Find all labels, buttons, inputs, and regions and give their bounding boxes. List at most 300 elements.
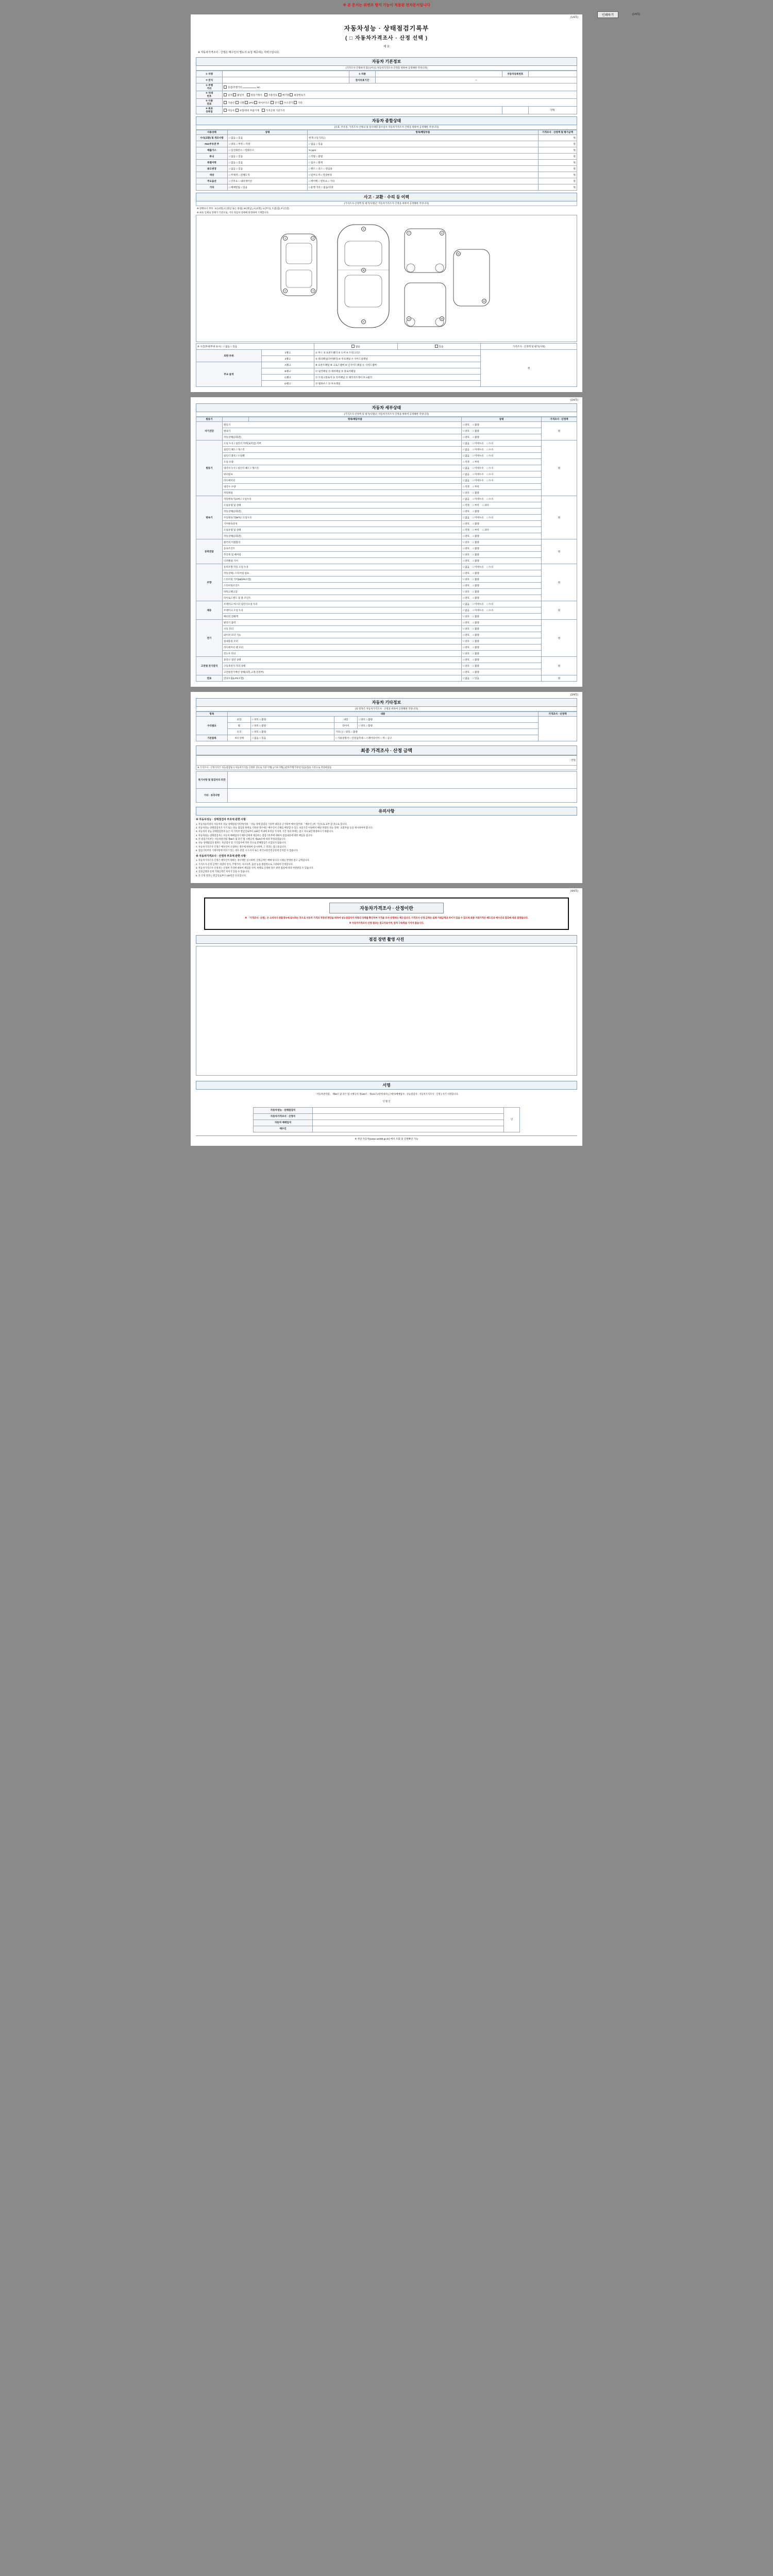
notice-section-2-title: ※ 자동차가격조사 · 산정자 부호에 관한 사항 [196, 854, 246, 858]
item-label: 와이퍼 모터 기능 [223, 632, 462, 638]
table-row [196, 595, 577, 601]
detail-cell[interactable]: % ppm [308, 147, 539, 154]
item-label: 변속기 [223, 428, 462, 434]
table-row [196, 558, 577, 564]
amount-cell[interactable]: 원 [539, 184, 577, 191]
notice-title: 유의사항 [196, 807, 577, 816]
signer-value[interactable] [313, 1120, 504, 1126]
rank-parts[interactable]: ① 후드 ② 프론트팬더 ③ 도어 ④ 트렁크리드 [314, 350, 480, 356]
col-head: 항목/해당부품 [308, 130, 539, 135]
item-label: 외장 [228, 717, 251, 723]
item-label: 동력조향 작동 오일 누유 [223, 564, 462, 570]
total-state-table [196, 130, 577, 191]
cell-value[interactable]: 일치 불일치 원동기형식 사용연료 배기량 최장변속기 [223, 91, 577, 99]
item-label: 발전기 출력 [223, 620, 462, 626]
stamp-box[interactable]: 인 [504, 1107, 520, 1132]
remarks-table [196, 771, 577, 803]
state-cell[interactable]: □ 없음 □ 있음 [228, 135, 308, 141]
amount-cell[interactable]: 원 [539, 178, 577, 184]
amount-cell[interactable]: 원 [542, 601, 577, 620]
state-cell[interactable]: □ 양호 □ 불량 [462, 669, 542, 675]
group-label: 조향 [196, 564, 223, 601]
table-row [196, 447, 577, 453]
item-label: 휠 [228, 723, 251, 729]
price-explain-text-2: ※ 자동차가격조사·산정 결과는 참고자료이며, 법적 구속력을 가지지 않습니다. [349, 921, 424, 924]
item-label: 보유상태 [228, 735, 251, 741]
photo-area[interactable] [196, 946, 577, 1076]
group-label: 자기진단 [196, 422, 223, 440]
state-cell[interactable]: □ 없음 □ 미세누유 □ 누유 [462, 515, 542, 521]
state-cell[interactable]: □ 양호 □ 불량 [462, 651, 542, 657]
page-1-label: (1/4쪽) [570, 16, 578, 19]
signer-label: 매수인 [254, 1126, 313, 1132]
detail-rows [196, 422, 577, 682]
sheet-page-4 [191, 888, 582, 1146]
table-row [196, 657, 577, 663]
state-cell[interactable]: □ 양호 □ 불량 [462, 509, 542, 515]
col-head: 가격조사 · 산정액 [539, 712, 577, 717]
state-cell[interactable]: □ 선루프 □ 내비게이션 [228, 178, 308, 184]
sheet-page-1 [191, 14, 582, 392]
diagram-marker[interactable]: 9 [407, 316, 411, 321]
state-cell[interactable]: □ 양호 □ 불량 [462, 546, 542, 552]
cell-value[interactable]: 증감/주행거리 km [223, 83, 577, 91]
state-cell[interactable]: □ 양호 □ 불량 [462, 570, 542, 577]
state-cell[interactable]: □ 무채색 □ 전체도색 [228, 172, 308, 178]
group-label: 기본품목 [196, 735, 228, 741]
unit-label: 만원 [528, 107, 577, 114]
doc-number: 제 호 [383, 45, 390, 48]
item-label: 연료누출(LPG포함) [223, 675, 462, 682]
item-label: 윈도우 모터 [223, 651, 462, 657]
state-cell[interactable]: □ 양호 □ 불량 [462, 638, 542, 645]
doc-lead: ※ 자동차가격조사 · 산정은 매수인의 별도의 요청 계공에는 서비스입니다. [198, 51, 280, 54]
other-info-table [196, 711, 577, 741]
item-label: 오일유량 및 상태 [223, 502, 462, 509]
col-head: 상태 [462, 417, 542, 422]
item-label: 작동상태(공회전) [223, 434, 462, 440]
table-row [196, 669, 577, 675]
state-cell[interactable]: □ 양호 □ 불량 [462, 626, 542, 632]
table-row [196, 490, 577, 496]
table-row [196, 638, 577, 645]
state-cell[interactable]: □ 양호 □ 불량 [462, 589, 542, 595]
row-label: 특기사항 및 점검자의 의견 [196, 772, 228, 789]
state-cell[interactable]: □ 양호 □ 불량 [357, 717, 538, 723]
row-label: ① 차명 [196, 71, 223, 77]
other-amount[interactable] [539, 717, 577, 741]
amount-cell[interactable]: 원 [542, 440, 577, 496]
table-row [196, 440, 577, 447]
item-label: 기어변속장치 [223, 521, 462, 527]
state-cell[interactable]: □ 없음 □ 미세누수 □ 누수 [462, 478, 542, 484]
diagram-marker[interactable]: 12 [482, 300, 485, 302]
table-row [196, 428, 577, 434]
table-row [196, 607, 577, 614]
state-cell[interactable]: □ 없음 □ 미세누유 □ 누유 [462, 447, 542, 453]
notice-line: 1. 자동차등록증의 자동차의 성능·상태점검기록부(이하 「성능·상태 점검을 기록한 내용을 근거하여 매수인(이하 「매수인」)이 기인으로 교부 할 것으로 합니다. [196, 822, 347, 825]
detail-cell[interactable]: □ 없음 □ 있음 [308, 141, 539, 147]
amount-cell[interactable]: 원 [539, 141, 577, 147]
section-accident-title: 사고 · 교환 · 수리 등 이력 [196, 193, 577, 201]
notice-body [196, 818, 577, 877]
diagram-marker[interactable]: 6 [361, 319, 366, 324]
state-cell[interactable]: □ 양호 □ 불량 [251, 723, 334, 729]
state-cell[interactable]: □ 없음 □ 있음 [251, 735, 334, 741]
diagram-marker[interactable]: 8 [440, 231, 444, 235]
amount-cell[interactable]: 원 [542, 564, 577, 601]
group-label: 동력전달 [196, 539, 223, 564]
price-explain-box [204, 897, 569, 930]
col-head: 내용 [228, 712, 539, 717]
sheet-page-3 [191, 692, 582, 883]
state-cell[interactable]: □ 없음 □ 미세누유 □ 누유 [462, 607, 542, 614]
notice-section-1-title: ※ 자동차성능 · 상태점검자 부호에 관한 사항 [196, 818, 246, 821]
state-cell[interactable]: □ 양호 □ 불량 [462, 632, 542, 638]
state-cell[interactable]: □ 양호 □ 불량 [462, 620, 542, 626]
state-cell[interactable]: □ 양호 □ 불량 [462, 422, 542, 428]
section-detail-note: (가격조사·산정액 및 평가(사양)은 자동차가격조사·산정을 위하여 공정해한 작성니다) [196, 412, 577, 417]
state-cell[interactable]: □ 양호 □ 불량 [462, 663, 542, 669]
notice-section-2-list [196, 859, 577, 877]
state-cell[interactable]: □ 양호 □ 불량 [462, 490, 542, 496]
col-head: 항목 [196, 712, 228, 717]
section-basic-title: 자동차 기본정보 [196, 57, 577, 66]
item-label: 냉각수 수량 [223, 484, 462, 490]
state-cell[interactable]: □ 없음 □ 미세누유 □ 누유 [462, 453, 542, 459]
state-cell[interactable]: □ 양호 □ 불량 [462, 552, 542, 558]
page-subtitle: ( □ 자동차가격조사 · 산정 선택 ) [345, 36, 428, 41]
table-row [196, 521, 577, 527]
diagram-marker[interactable]: 10 [440, 317, 443, 320]
state-cell[interactable]: □ 양호 □ 불량 [251, 729, 334, 735]
state-cell[interactable]: □ 양호 □ 불량 [251, 717, 334, 723]
amount-cell[interactable]: 원 [542, 496, 577, 539]
diagram-marker[interactable]: 2 [283, 289, 288, 293]
state-cell[interactable]: □ 없음 □ 미세누유 □ 누유 [462, 601, 542, 607]
table-row [196, 632, 577, 638]
group-label: 연료 [196, 675, 223, 682]
state-cell[interactable]: □ 양호 □ 불량 [462, 614, 542, 620]
table-row [196, 620, 577, 626]
rank-label: B랭크 [261, 368, 314, 375]
final-price-title: 최종 가격조사 · 산정 금액 [196, 745, 577, 755]
state-cell[interactable]: □ 양호 □ 불량 [357, 723, 538, 729]
state-cell[interactable]: □ 적정 □ 부족 □ 과다 [462, 527, 542, 533]
table-row [196, 546, 577, 552]
signature-table [253, 1107, 520, 1132]
page-4-label: (4/4쪽) [570, 889, 578, 893]
cell-value[interactable]: ~ [375, 77, 577, 83]
diagram-marker[interactable]: 11 [456, 251, 461, 256]
table-row [196, 502, 577, 509]
state-cell[interactable]: □ 양호 □ 불량 [462, 533, 542, 539]
rank-parts[interactable]: ⑮ 트렁크플로어 ⑯ 리어패널 ⑰ 패키지트레이 ⑱ A필러 [314, 375, 480, 381]
section-total-note: (유효, 주유중, 가격조사·산정의 및 점사대장 품수검사 자동차가격조사·산정을 위하여 공정해한 작성니다) [196, 125, 577, 130]
notice-line: 5. 본 산정 결과는 발급일로부터 120일간 유효합니다. [196, 874, 246, 877]
state-cell[interactable]: □ 없음 □ 있음 [228, 154, 308, 160]
detail-cell[interactable]: 현재 구동기호( ) [308, 135, 539, 141]
table-row [196, 626, 577, 632]
row-label: ④ 차대 번호 [196, 91, 223, 99]
item-label: 유리 [228, 729, 251, 735]
cell-value[interactable] [223, 77, 349, 83]
item-label: 타이로드엔드 및 볼 조인트 [223, 595, 462, 601]
rank-label: D랭크 [261, 381, 314, 387]
page-2-label: (2/4쪽) [570, 399, 578, 402]
item-label: 클러치 어셈블리 [223, 539, 462, 546]
notice-line: 7. 자동차가격조사·산정은 매수인이 요청하는 경우에 한하여 실시하며, 그 결과는 참고용입니다. [196, 845, 287, 848]
cell-value[interactable]: 미등록 보험/정비 부품기재 가격산정 기준가격 [223, 107, 502, 114]
table-row [196, 570, 577, 577]
group-label: 용도변경 [196, 166, 228, 172]
notice-line: 4. 자동차성능·상태점검자는 자동차 매매업자가 매수인에게 제공하는 점검기록부에 대하여 점검내용에 대한 책임을 집니다. [196, 834, 313, 837]
row-label: 자동차등록번호 [502, 71, 528, 77]
item-label: 실린더 블록 / 오일팬 [223, 453, 462, 459]
item-label: 시동 모터 [223, 626, 462, 632]
table-row [196, 601, 577, 607]
state-cell[interactable]: □ 없음 □ 있음 [462, 675, 542, 682]
group-label: 튜닝 [196, 154, 228, 160]
state-cell[interactable]: □ 양호 □ 불량 [462, 521, 542, 527]
group-label: 전기 [196, 620, 223, 657]
legend-amount-head: 가격조사 · 산정액 및 평가(사양) [481, 344, 577, 350]
state-cell[interactable]: □ 없음 □ 미세누유 □ 누유 [462, 440, 542, 447]
table-row [196, 434, 577, 440]
photo-section-title: 점검 장면 촬영 사진 [196, 935, 577, 944]
row-label: 검사유효기간 [349, 77, 375, 83]
car-diagram[interactable] [196, 215, 577, 342]
accident-amount[interactable]: 원 [481, 350, 577, 387]
page-title: 자동차성능 · 상태점검기록부 [344, 25, 429, 32]
item-label: 스티어링조인트 [223, 583, 462, 589]
section-accident-note: (가격조사·산정액 및 평가(사양)은 자동차가격조사·산정을 위하여 공정해한 작성니다) [196, 201, 577, 206]
page-indicator: (1/4쪽) [632, 13, 640, 16]
group-label: 색상 [196, 172, 228, 178]
amount-cell[interactable]: 원 [542, 620, 577, 657]
row-label: ⑥ 최초 등록일 [196, 107, 223, 114]
car-outline-svg [276, 218, 497, 337]
signer-value[interactable] [313, 1107, 504, 1113]
state-cell[interactable]: □ 양호 □ 불량 [462, 539, 542, 546]
rank-parts[interactable]: ⑤ 쿼터패널(리어팬더) ⑥ 루프패널 ⑦ 사이드실패널 [314, 356, 480, 362]
row-label: ③ 주행 거리 [196, 83, 223, 91]
state-cell[interactable]: □ 양호 □ 부족 □ 적정 [228, 141, 308, 147]
item-label: 고전원전기배선 상태(피복,고정,연결부) [223, 669, 462, 675]
accident-legend-table [196, 343, 577, 387]
table-row [196, 663, 577, 669]
table-row [196, 533, 577, 539]
amount-cell[interactable]: 원 [539, 154, 577, 160]
col-head: 항목/해당부품 [249, 417, 462, 422]
table-row [196, 453, 577, 459]
price-explain-text: ※ 「가격조사 · 산정」은 소비자가 원할경우에 실시하는 것으로 자동차 가격의 적정성 판단을 위하여 성능점검자가 차량의 상태를 확인하여 가격을 조사·산정하는 제도입니다. 가격조사·산정 금액은 실제 거래금액과 차이가 있을 수 있으며 최종 거래가격은 매도인과 매수인의 합의에 따라 결정됩니다. [245, 916, 528, 919]
diagram-marker[interactable]: M [361, 268, 366, 273]
detail-cell[interactable]: □ 에어백 □ 썬루프 □ 기타 [308, 178, 539, 184]
state-cell[interactable]: □ 양호 □ 불량 [462, 583, 542, 589]
amount-cell[interactable]: 원 [542, 539, 577, 564]
item-label: 브레이크 오일 누유 [223, 607, 462, 614]
state-cell[interactable]: □ 없음 □ 있음 [228, 160, 308, 166]
state-cell[interactable]: □ 없음 □ 미세누수 □ 누수 [462, 471, 542, 478]
signature-section-title: 서명 [196, 1081, 577, 1090]
accident-bullet-1: ※ 상태표시 부호 : X (교환), C (판금 또는 용접), W (판금), A (교환), U (부식), T (흠집), P (손상) [197, 207, 289, 210]
legend-state[interactable]: 없음 [314, 344, 397, 350]
signer-label: 자동차성능 · 상태점검자 [254, 1107, 313, 1113]
diagram-marker[interactable]: 7 [407, 231, 411, 235]
amount-cell[interactable]: 원 [539, 160, 577, 166]
state-cell[interactable]: □ 양호 □ 불량 [462, 434, 542, 440]
item-label: 냉각수 누수 / 실린더 헤드 / 개스킷 [223, 465, 462, 471]
state-cell[interactable]: □ 양호 □ 불량 [462, 577, 542, 583]
print-button[interactable]: 인쇄하기 [597, 11, 618, 18]
remarks-value[interactable] [228, 772, 577, 789]
table-row [196, 539, 577, 546]
table-row [196, 509, 577, 515]
item-label: 원동기 [223, 422, 462, 428]
notice-line: 4. 산정금액과 실제 거래금액은 차이가 있을 수 있습니다. [196, 870, 250, 873]
amount-cell[interactable]: 원 [539, 135, 577, 141]
item-label: 라디에이터 팬 모터 [223, 645, 462, 651]
notice-line: 1. 자동차가격조사·산정은 매수인이 원하는 경우에만 실시하며, 산정금액은 매매 당시의 시세를 반영한 참고 금액입니다. [196, 859, 310, 862]
notice-line: 2. 자동차성능·상태점검자가 자기 또는 성능 점검을 허위로 기록한 경우에는 매수인이 손해를 배상할 수 있는 보증기간 이내에서 해당 차량의 성능 상태 · 교환부품 등을 제시하여야 합니다. [196, 826, 373, 829]
state-cell[interactable]: □ 없음 □ 미세누유 □ 누유 [462, 564, 542, 570]
cell-value[interactable] [375, 71, 502, 77]
item-label: 실린더 헤드 / 개스킷 [223, 447, 462, 453]
state-cell[interactable]: □ 일산화탄소 □ 탄화수소 [228, 147, 308, 154]
section-basic-note: (가격조사·산정하지 않는(아닌) 자동차가격조사·산정을 위하여 공정해한 작성니다) [196, 66, 577, 71]
amount-cell[interactable]: 원 [542, 657, 577, 675]
group-label: 7NO주유관 주 [196, 141, 228, 147]
section-detail-title: 자동차 세부상태 [196, 403, 577, 412]
item-label: 작동상태 / 스티어링 펌프 [223, 570, 462, 577]
state-cell[interactable]: □ 양호 □ 불량 [462, 645, 542, 651]
amount-cell[interactable]: 원 [542, 675, 577, 682]
amount-cell[interactable]: 원 [539, 172, 577, 178]
col-head: 원동기 [196, 417, 223, 422]
item-label: 브레이크 마스터 실린더오일 누유 [223, 601, 462, 607]
signer-value[interactable] [313, 1126, 504, 1132]
legend-state[interactable]: 있음 [397, 344, 481, 350]
notice-line: 6. 성능·상태점검의 범위는 육안검사 및 기기검사에 의한 것으로 분해점검은 포함되지 않습니다. [196, 841, 287, 844]
amount-cell[interactable]: 원 [539, 166, 577, 172]
notice-line: 3. 자동차가격조사·산정자는 산정한 가격에 대하여 책임을 지며, 허위로 산정한 경우 관련 법령에 따라 처벌받을 수 있습니다. [196, 866, 314, 869]
rank-parts[interactable]: ⑧ 프론트패널 ⑨ 크로스멤버 ⑩ 인사이드패널 ⑪ 사이드멤버 [314, 362, 480, 368]
state-cell[interactable]: 기타 ( ) □ 양호 □ 불량 [334, 729, 538, 735]
item-label: 디퍼렌셜 기어 [223, 558, 462, 564]
footer-note: ※ 자단 자동차(www.car365.go.kr) 에서 조회 및 진위확인 가능 [196, 1136, 577, 1141]
group-label: 수리필요 [196, 717, 228, 735]
diagram-marker[interactable]: 1 [283, 236, 288, 241]
detail-cell[interactable]: □ 침수 □ 화재 [308, 160, 539, 166]
group-label: 외판 부위 [196, 350, 262, 362]
notice-section-1-list [196, 823, 577, 852]
legend-row[interactable]: ※ 시간(부위/부위 표시) : □ 없음 □ 있음 [196, 344, 314, 350]
item-label: 오일 유량 [223, 459, 462, 465]
item-label: 라디에이터 [223, 478, 462, 484]
group-label: 주요옵션 [196, 178, 228, 184]
table-row [196, 651, 577, 657]
document-page [0, 0, 773, 1146]
price-explain-title: 자동차가격조사 · 산정이란 [329, 903, 444, 913]
col-head: 사용상태 [196, 130, 228, 135]
item-label: 추진축 및 베어링 [223, 552, 462, 558]
cell-value[interactable] [502, 107, 528, 114]
accident-bullet-2: ※ 최초 일체로 상태가 기준으로, 기타 자동차 상태에 한정하여 기재합니다. [197, 211, 270, 214]
state-cell[interactable]: □ 없음 □ 있음 [228, 166, 308, 172]
signer-value[interactable] [313, 1113, 504, 1120]
state-cell[interactable]: □ 적정 □ 부족 [462, 459, 542, 465]
table-row [196, 422, 577, 428]
section-other-title: 자동차 기타정보 [196, 698, 577, 707]
group-label: 수리(교환) 및 개조사항 [196, 135, 228, 141]
table-row [196, 484, 577, 490]
state-cell[interactable]: □ 사용설명서 □ 안전삼각대 □ 스페어타이어 □ 잭 □ 공구 [334, 735, 538, 741]
state-cell[interactable]: □ 양호 □ 불량 [462, 428, 542, 434]
item-label: 배터리 전해액 [223, 614, 462, 620]
state-cell[interactable]: □ 적정 □ 부족 □ 과다 [462, 502, 542, 509]
state-cell[interactable]: □ 양호 □ 불량 [462, 657, 542, 663]
detail-cell[interactable]: □ 운행 기록 □ 없음/사양 [308, 184, 539, 191]
table-row [196, 496, 577, 502]
item-label: 오일 누유 / 실린더 커버(로커암) 커버 [223, 440, 462, 447]
rank-parts[interactable]: ⑫ 필러패널 ⑬ 대쉬패널 ⑭ 플로어패널 [314, 368, 480, 375]
table-row [196, 465, 577, 471]
item-label: 워터펌프 [223, 471, 462, 478]
state-cell[interactable]: □ 적정 □ 부족 [462, 484, 542, 490]
detail-cell[interactable]: □ 일부도색 □ 색상변경 [308, 172, 539, 178]
rank-parts[interactable]: ⑲ 휠하우스 ⑳ 루프레일 [314, 381, 480, 387]
detail-state-table [196, 417, 577, 682]
row-label: 기타 · 유의사항 [196, 789, 228, 803]
notice-line: 5. 본 점검기록부는 자동차관리법 제58조 및 같은 법 시행규칙 제120조에 따라 작성되었습니다. [196, 837, 287, 840]
amount-cell[interactable]: 원 [539, 147, 577, 154]
section-other-note: (외 항목은 자동차가격조사 · 산정을 위하여 공정해한 작성니다) [196, 707, 577, 711]
state-cell[interactable]: □ 없음 □ 미세누유 □ 누유 [462, 496, 542, 502]
detail-cell[interactable]: □ 렌트 □ 리스 □ 영업용 [308, 166, 539, 172]
state-cell[interactable]: □ 매매알림 □ 있음 [228, 184, 308, 191]
signature-date: 년 월 일 [382, 1099, 391, 1103]
item-label: 수동변속기(M/T) / 오일누유 [223, 515, 462, 521]
final-price-note: ※ 가격조사 · 산정가격은 성능점검당시 자동차가격을 산정한 것으로 기준가액(□)기초가액(□)전차주행거리/연식(옵션)을 기준으로 적용하였음 [196, 766, 577, 770]
state-cell[interactable]: □ 없음 □ 미세누수 □ 누수 [462, 465, 542, 471]
final-price-value[interactable]: 만원 [196, 756, 577, 766]
diagram-marker[interactable]: 4 [311, 289, 315, 293]
item-label: 자동변속기(A/T) / 오일누유 [223, 496, 462, 502]
cell-value[interactable] [528, 71, 577, 77]
row-label: ① 차종 [349, 71, 375, 77]
notice-line: 3. 자동차의 성능·상태점검결과 등은 이 기록부 발급일로부터 120일 이내에 효력을 가지며, 기간 경과 후에는 참고 자료로만 활용하시기 바랍니다. [196, 830, 334, 833]
diagram-marker[interactable]: 3 [311, 236, 315, 241]
item-label: 타이어 [334, 723, 357, 729]
detail-cell[interactable]: □ 적법 □ 불법 [308, 154, 539, 160]
item-label: 작동상태(공회전) [223, 509, 462, 515]
group-label: 주요 골격 [196, 362, 262, 387]
cell-value[interactable]: 가솔린 디젤 LPG 하이브리드 전기 수소전기 기타 [223, 99, 577, 107]
state-cell[interactable]: □ 양호 □ 불량 [462, 595, 542, 601]
remarks-value[interactable] [228, 789, 577, 803]
state-cell[interactable]: □ 양호 □ 불량 [462, 558, 542, 564]
rank-label: C랭크 [261, 375, 314, 381]
item-label: 실내송풍 모터 [223, 638, 462, 645]
table-row [196, 577, 577, 583]
table-row [196, 614, 577, 620]
amount-cell[interactable]: 원 [542, 422, 577, 440]
cell-value[interactable] [223, 71, 349, 77]
table-row [196, 564, 577, 570]
diagram-marker[interactable]: 5 [361, 227, 366, 231]
row-label: ② 연식 [196, 77, 223, 83]
